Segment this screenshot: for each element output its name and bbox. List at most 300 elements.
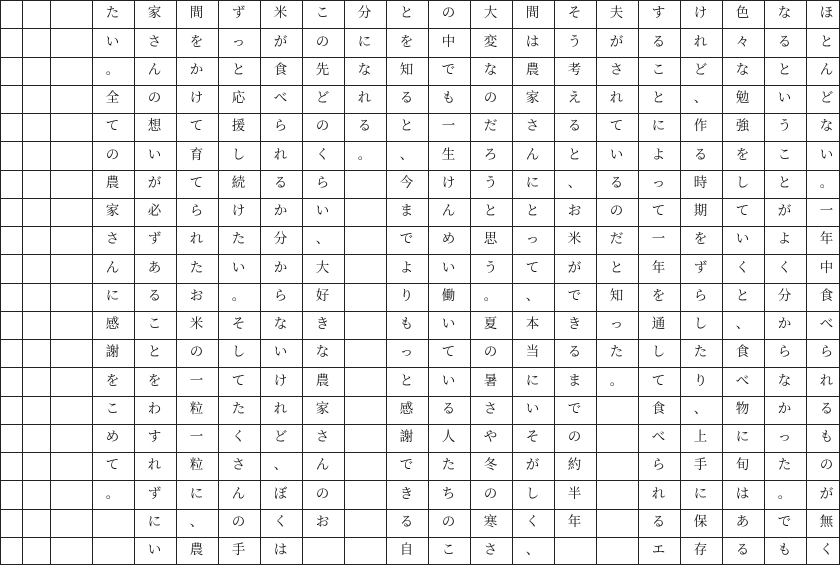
manuscript-cell: い — [315, 203, 330, 220]
manuscript-cell: べ — [651, 429, 666, 446]
manuscript-cell: く — [777, 259, 792, 276]
manuscript-cell: と — [231, 61, 246, 78]
manuscript-cell: た — [231, 231, 246, 248]
manuscript-cell: 農 — [189, 542, 204, 559]
manuscript-cell: だ — [483, 118, 498, 135]
manuscript-cell: 間 — [189, 5, 204, 22]
manuscript-cell: 謝 — [105, 344, 120, 361]
manuscript-cell: 。 — [231, 287, 246, 304]
manuscript-cell: ん — [105, 259, 120, 276]
manuscript-cell: け — [441, 174, 456, 191]
manuscript-cell: 勉 — [735, 90, 750, 107]
manuscript-cell: お — [315, 513, 330, 530]
manuscript-cell: 続 — [231, 174, 246, 191]
manuscript-cell: と — [609, 259, 624, 276]
manuscript-cell: て — [231, 372, 246, 389]
manuscript-cell: れ — [693, 33, 708, 50]
manuscript-cell: 農 — [315, 372, 330, 389]
manuscript-cell: い — [441, 372, 456, 389]
manuscript-cell: い — [273, 344, 288, 361]
manuscript-cell: 年 — [819, 231, 834, 248]
manuscript-cell: 、 — [315, 231, 330, 248]
manuscript-cell: 間 — [525, 5, 540, 22]
manuscript-cell: の — [147, 90, 162, 107]
manuscript-cell: べ — [819, 316, 834, 333]
manuscript-cell: と — [525, 203, 540, 220]
manuscript-cell: き — [399, 485, 414, 502]
manuscript-cell: な — [273, 316, 288, 333]
manuscript-cell: の — [567, 429, 582, 446]
manuscript-cell: 夫 — [609, 5, 624, 22]
manuscript-cell: 。 — [357, 146, 372, 163]
manuscript-cell: 。 — [105, 61, 120, 78]
manuscript-cell: 手 — [693, 457, 708, 474]
manuscript-cell: の — [315, 33, 330, 50]
manuscript-cell: 手 — [231, 542, 246, 559]
manuscript-cell: さ — [483, 542, 498, 559]
manuscript-cell: こ — [441, 542, 456, 559]
manuscript-cell: て — [189, 118, 204, 135]
grid-row-line — [0, 396, 840, 397]
manuscript-cell: く — [273, 513, 288, 530]
manuscript-cell: て — [441, 344, 456, 361]
grid-row-line — [0, 452, 840, 453]
grid-row-line — [0, 28, 840, 29]
manuscript-cell: れ — [651, 485, 666, 502]
manuscript-cell: れ — [147, 457, 162, 474]
manuscript-cell: で — [399, 231, 414, 248]
manuscript-cell: 。 — [105, 485, 120, 502]
manuscript-cell: を — [147, 372, 162, 389]
manuscript-cell: け — [693, 5, 708, 22]
manuscript-cell: て — [189, 174, 204, 191]
manuscript-cell: 知 — [609, 287, 624, 304]
manuscript-cell: ず — [147, 485, 162, 502]
manuscript-cell: の — [105, 146, 120, 163]
manuscript-cell: さ — [483, 400, 498, 417]
manuscript-cell: 寒 — [483, 513, 498, 530]
manuscript-cell: も — [777, 542, 792, 559]
manuscript-cell: を — [105, 372, 120, 389]
manuscript-cell: 食 — [735, 344, 750, 361]
manuscript-cell: る — [399, 90, 414, 107]
manuscript-cell: ん — [525, 146, 540, 163]
manuscript-cell: っ — [651, 174, 666, 191]
manuscript-cell: る — [693, 146, 708, 163]
grid-row-line — [0, 283, 840, 284]
manuscript-cell: な — [777, 372, 792, 389]
manuscript-cell: っ — [777, 429, 792, 446]
manuscript-cell: 年 — [651, 259, 666, 276]
manuscript-cell: れ — [609, 90, 624, 107]
manuscript-cell: い — [777, 90, 792, 107]
manuscript-cell: 、 — [525, 287, 540, 304]
manuscript-cell: な — [357, 61, 372, 78]
manuscript-cell: っ — [399, 344, 414, 361]
manuscript-cell: 通 — [651, 316, 666, 333]
manuscript-cell: こ — [651, 61, 666, 78]
grid-row-line — [0, 311, 840, 312]
manuscript-cell: が — [609, 33, 624, 50]
manuscript-cell: 時 — [693, 174, 708, 191]
manuscript-cell: 今 — [399, 174, 414, 191]
manuscript-cell: エ — [651, 542, 666, 559]
manuscript-cell: の — [609, 203, 624, 220]
manuscript-cell: れ — [273, 146, 288, 163]
manuscript-cell: 、 — [567, 174, 582, 191]
manuscript-cell: よ — [651, 146, 666, 163]
manuscript-cell: 食 — [273, 61, 288, 78]
manuscript-cell: 家 — [105, 203, 120, 220]
manuscript-cell: い — [735, 231, 750, 248]
manuscript-cell: り — [399, 287, 414, 304]
manuscript-cell: が — [567, 259, 582, 276]
manuscript-cell: 想 — [147, 118, 162, 135]
manuscript-cell: か — [273, 259, 288, 276]
manuscript-cell: る — [567, 118, 582, 135]
manuscript-cell: 強 — [735, 118, 750, 135]
manuscript-cell: 当 — [525, 344, 540, 361]
manuscript-cell: 中 — [819, 259, 834, 276]
manuscript-cell: た — [777, 457, 792, 474]
manuscript-cell: べ — [735, 372, 750, 389]
manuscript-cell: ど — [693, 61, 708, 78]
manuscript-cell: れ — [189, 231, 204, 248]
manuscript-cell: ぼ — [273, 485, 288, 502]
manuscript-cell: に — [525, 372, 540, 389]
manuscript-cell: る — [651, 513, 666, 530]
manuscript-cell: の — [483, 344, 498, 361]
manuscript-cell: そ — [525, 429, 540, 446]
manuscript-cell: る — [399, 513, 414, 530]
manuscript-cell: 謝 — [399, 429, 414, 446]
manuscript-cell: ろ — [483, 146, 498, 163]
manuscript-cell: で — [441, 61, 456, 78]
manuscript-cell: 一 — [441, 118, 456, 135]
manuscript-cell: の — [819, 457, 834, 474]
manuscript-cell: ん — [315, 457, 330, 474]
manuscript-cell: が — [819, 485, 834, 502]
manuscript-cell: ら — [693, 287, 708, 304]
manuscript-cell: 、 — [735, 316, 750, 333]
grid-row-line — [0, 424, 840, 425]
manuscript-cell: 々 — [735, 33, 750, 50]
manuscript-cell: け — [231, 203, 246, 220]
manuscript-cell: 冬 — [483, 457, 498, 474]
manuscript-cell: い — [525, 400, 540, 417]
grid-row-line — [0, 367, 840, 368]
manuscript-cell: た — [231, 400, 246, 417]
manuscript-cell: ん — [231, 485, 246, 502]
manuscript-cell: 作 — [693, 118, 708, 135]
manuscript-cell: 粒 — [189, 400, 204, 417]
manuscript-cell: も — [441, 90, 456, 107]
manuscript-cell: 米 — [567, 231, 582, 248]
manuscript-cell: い — [147, 542, 162, 559]
manuscript-cell: 全 — [105, 90, 120, 107]
manuscript-cell: あ — [735, 513, 750, 530]
manuscript-cell: え — [567, 90, 582, 107]
manuscript-cell: と — [819, 33, 834, 50]
manuscript-cell: を — [693, 231, 708, 248]
manuscript-cell: 考 — [567, 61, 582, 78]
manuscript-cell: い — [105, 33, 120, 50]
manuscript-cell: け — [273, 372, 288, 389]
manuscript-cell: 援 — [231, 118, 246, 135]
manuscript-cell: か — [777, 400, 792, 417]
manuscript-cell: 変 — [483, 33, 498, 50]
manuscript-cell: 。 — [777, 485, 792, 502]
manuscript-cell: や — [483, 429, 498, 446]
manuscript-cell: れ — [819, 372, 834, 389]
manuscript-cell: た — [609, 344, 624, 361]
manuscript-cell: う — [567, 33, 582, 50]
manuscript-cell: れ — [273, 400, 288, 417]
manuscript-cell: 粒 — [189, 457, 204, 474]
manuscript-cell: な — [777, 5, 792, 22]
manuscript-cell: る — [735, 542, 750, 559]
manuscript-cell: る — [651, 33, 666, 50]
manuscript-cell: の — [315, 118, 330, 135]
manuscript-cell: 感 — [399, 400, 414, 417]
manuscript-cell: 大 — [315, 259, 330, 276]
manuscript-cell: と — [777, 61, 792, 78]
manuscript-cell: こ — [777, 146, 792, 163]
manuscript-cell: に — [735, 429, 750, 446]
manuscript-cell: る — [273, 174, 288, 191]
manuscript-cell: す — [147, 429, 162, 446]
manuscript-cell: 、 — [693, 400, 708, 417]
manuscript-cell: ん — [819, 61, 834, 78]
manuscript-cell: 大 — [483, 5, 498, 22]
manuscript-cell: い — [147, 146, 162, 163]
manuscript-cell: 働 — [441, 287, 456, 304]
manuscript-cell: た — [693, 344, 708, 361]
manuscript-cell: と — [483, 203, 498, 220]
manuscript-cell: て — [609, 118, 624, 135]
manuscript-cell: の — [189, 344, 204, 361]
manuscript-cell: 一 — [189, 429, 204, 446]
manuscript-cell: 農 — [525, 61, 540, 78]
manuscript-cell: ら — [273, 118, 288, 135]
manuscript-cell: よ — [777, 231, 792, 248]
manuscript-cell: の — [483, 485, 498, 502]
manuscript-cell: て — [525, 259, 540, 276]
manuscript-cell: さ — [105, 231, 120, 248]
manuscript-cell: し — [525, 485, 540, 502]
manuscript-cell: る — [777, 33, 792, 50]
manuscript-cell: ら — [777, 344, 792, 361]
manuscript-cell: く — [819, 542, 834, 559]
manuscript-cell: 旬 — [735, 457, 750, 474]
manuscript-cell: る — [147, 287, 162, 304]
manuscript-cell: 一 — [651, 231, 666, 248]
manuscript-cell: か — [189, 61, 204, 78]
manuscript-cell: る — [567, 344, 582, 361]
manuscript-cell: さ — [315, 429, 330, 446]
manuscript-cell: そ — [231, 316, 246, 333]
manuscript-cell: 本 — [525, 316, 540, 333]
manuscript-cell: 一 — [819, 203, 834, 220]
manuscript-cell: 、 — [525, 542, 540, 559]
manuscript-cell: 保 — [693, 513, 708, 530]
manuscript-cell: い — [231, 259, 246, 276]
grid-row-line — [0, 57, 840, 58]
manuscript-cell: ん — [441, 203, 456, 220]
manuscript-cell: 無 — [819, 513, 834, 530]
manuscript-column-1 — [11, 0, 32, 565]
manuscript-cell: を — [651, 287, 666, 304]
manuscript-cell: 一 — [189, 372, 204, 389]
manuscript-cell: っ — [609, 316, 624, 333]
manuscript-cell: た — [441, 457, 456, 474]
manuscript-cell: り — [693, 372, 708, 389]
manuscript-cell: こ — [105, 400, 120, 417]
manuscript-cell: は — [273, 542, 288, 559]
manuscript-cell: と — [399, 372, 414, 389]
manuscript-cell: わ — [147, 400, 162, 417]
manuscript-cell: と — [777, 174, 792, 191]
manuscript-cell: っ — [525, 231, 540, 248]
manuscript-cell: 、 — [693, 90, 708, 107]
manuscript-cell: 分 — [357, 5, 372, 22]
manuscript-cell: 中 — [441, 33, 456, 50]
manuscript-cell: ど — [819, 90, 834, 107]
manuscript-cell: は — [735, 485, 750, 502]
manuscript-cell: 生 — [441, 146, 456, 163]
manuscript-cell: に — [693, 485, 708, 502]
manuscript-cell: ず — [231, 5, 246, 22]
manuscript-cell: ほ — [819, 5, 834, 22]
manuscript-cell: 物 — [735, 400, 750, 417]
manuscript-cell: 食 — [819, 287, 834, 304]
manuscript-cell: て — [651, 372, 666, 389]
manuscript-cell: く — [735, 259, 750, 276]
manuscript-cell: 家 — [525, 90, 540, 107]
manuscript-cell: と — [399, 118, 414, 135]
manuscript-cell: が — [777, 203, 792, 220]
manuscript-cell: 家 — [315, 400, 330, 417]
manuscript-cell: て — [651, 203, 666, 220]
manuscript-cell: か — [273, 203, 288, 220]
manuscript-cell: に — [525, 174, 540, 191]
manuscript-cell: が — [525, 457, 540, 474]
manuscript-cell: 。 — [609, 372, 624, 389]
manuscript-cell: た — [189, 259, 204, 276]
manuscript-cell: 、 — [399, 146, 414, 163]
manuscript-cell: っ — [231, 33, 246, 50]
manuscript-cell: ど — [315, 90, 330, 107]
manuscript-cell: と — [651, 90, 666, 107]
manuscript-cell: に — [147, 513, 162, 530]
manuscript-cell: 先 — [315, 61, 330, 78]
manuscript-cell: う — [777, 118, 792, 135]
grid-row-line — [0, 141, 840, 142]
manuscript-cell: た — [105, 5, 120, 22]
manuscript-cell: 。 — [483, 287, 498, 304]
manuscript-cell: そ — [567, 5, 582, 22]
manuscript-cell: に — [357, 33, 372, 50]
manuscript-cell: い — [441, 259, 456, 276]
manuscript-cell: し — [735, 174, 750, 191]
manuscript-cell: ら — [273, 287, 288, 304]
manuscript-cell: ず — [693, 259, 708, 276]
manuscript-cell: 家 — [147, 5, 162, 22]
grid-row-line — [0, 85, 840, 86]
grid-row-line — [0, 113, 840, 114]
manuscript-cell: さ — [231, 457, 246, 474]
manuscript-cell: が — [273, 33, 288, 50]
manuscript-cell: 、 — [189, 513, 204, 530]
manuscript-cell: 農 — [105, 174, 120, 191]
manuscript-cell: か — [777, 316, 792, 333]
manuscript-cell: 。 — [819, 174, 834, 191]
manuscript-cell: を — [399, 33, 414, 50]
manuscript-cell: に — [651, 118, 666, 135]
manuscript-cell: 夏 — [483, 316, 498, 333]
manuscript-cell: 存 — [693, 542, 708, 559]
manuscript-cell: ま — [399, 203, 414, 220]
grid-row-line — [0, 509, 840, 510]
manuscript-cell: に — [189, 485, 204, 502]
manuscript-cell: の — [441, 513, 456, 530]
manuscript-cell: る — [441, 400, 456, 417]
manuscript-cell: の — [441, 5, 456, 22]
manuscript-cell: 半 — [567, 485, 582, 502]
manuscript-cell: さ — [147, 33, 162, 50]
manuscript-cell: 応 — [231, 90, 246, 107]
manuscript-cell: 好 — [315, 287, 330, 304]
manuscript-cell: 期 — [693, 203, 708, 220]
manuscript-cell: と — [735, 287, 750, 304]
manuscript-cell: き — [567, 316, 582, 333]
manuscript-cell: う — [483, 174, 498, 191]
manuscript-column-2 — [60, 0, 81, 565]
manuscript-cell: ら — [651, 457, 666, 474]
manuscript-cell: し — [651, 344, 666, 361]
manuscript-cell: が — [147, 174, 162, 191]
manuscript-cell: ず — [147, 231, 162, 248]
manuscript-cell: な — [735, 61, 750, 78]
manuscript-cell: く — [525, 513, 540, 530]
manuscript-cell: な — [315, 344, 330, 361]
manuscript-cell: も — [399, 316, 414, 333]
manuscript-cell: さ — [525, 118, 540, 135]
manuscript-cell: 上 — [693, 429, 708, 446]
manuscript-cell: 暑 — [483, 372, 498, 389]
manuscript-cell: に — [105, 287, 120, 304]
manuscript-cell: い — [609, 146, 624, 163]
manuscript-cell: ま — [567, 372, 582, 389]
grid-row-line — [0, 254, 840, 255]
manuscript-cell: す — [651, 5, 666, 22]
manuscript-cell: れ — [357, 90, 372, 107]
manuscript-cell: て — [105, 118, 120, 135]
manuscript-cell: 必 — [147, 203, 162, 220]
manuscript-cell: ち — [441, 485, 456, 502]
manuscript-cell: で — [567, 400, 582, 417]
manuscript-cell: め — [441, 231, 456, 248]
manuscript-cell: め — [105, 429, 120, 446]
manuscript-cell: う — [483, 259, 498, 276]
manuscript-cell: 米 — [189, 316, 204, 333]
manuscript-cell: 分 — [273, 231, 288, 248]
manuscript-cell: ら — [315, 174, 330, 191]
manuscript-cell: て — [735, 203, 750, 220]
manuscript-cell: る — [819, 400, 834, 417]
manuscript-cell: も — [819, 429, 834, 446]
manuscript-cell: こ — [147, 316, 162, 333]
